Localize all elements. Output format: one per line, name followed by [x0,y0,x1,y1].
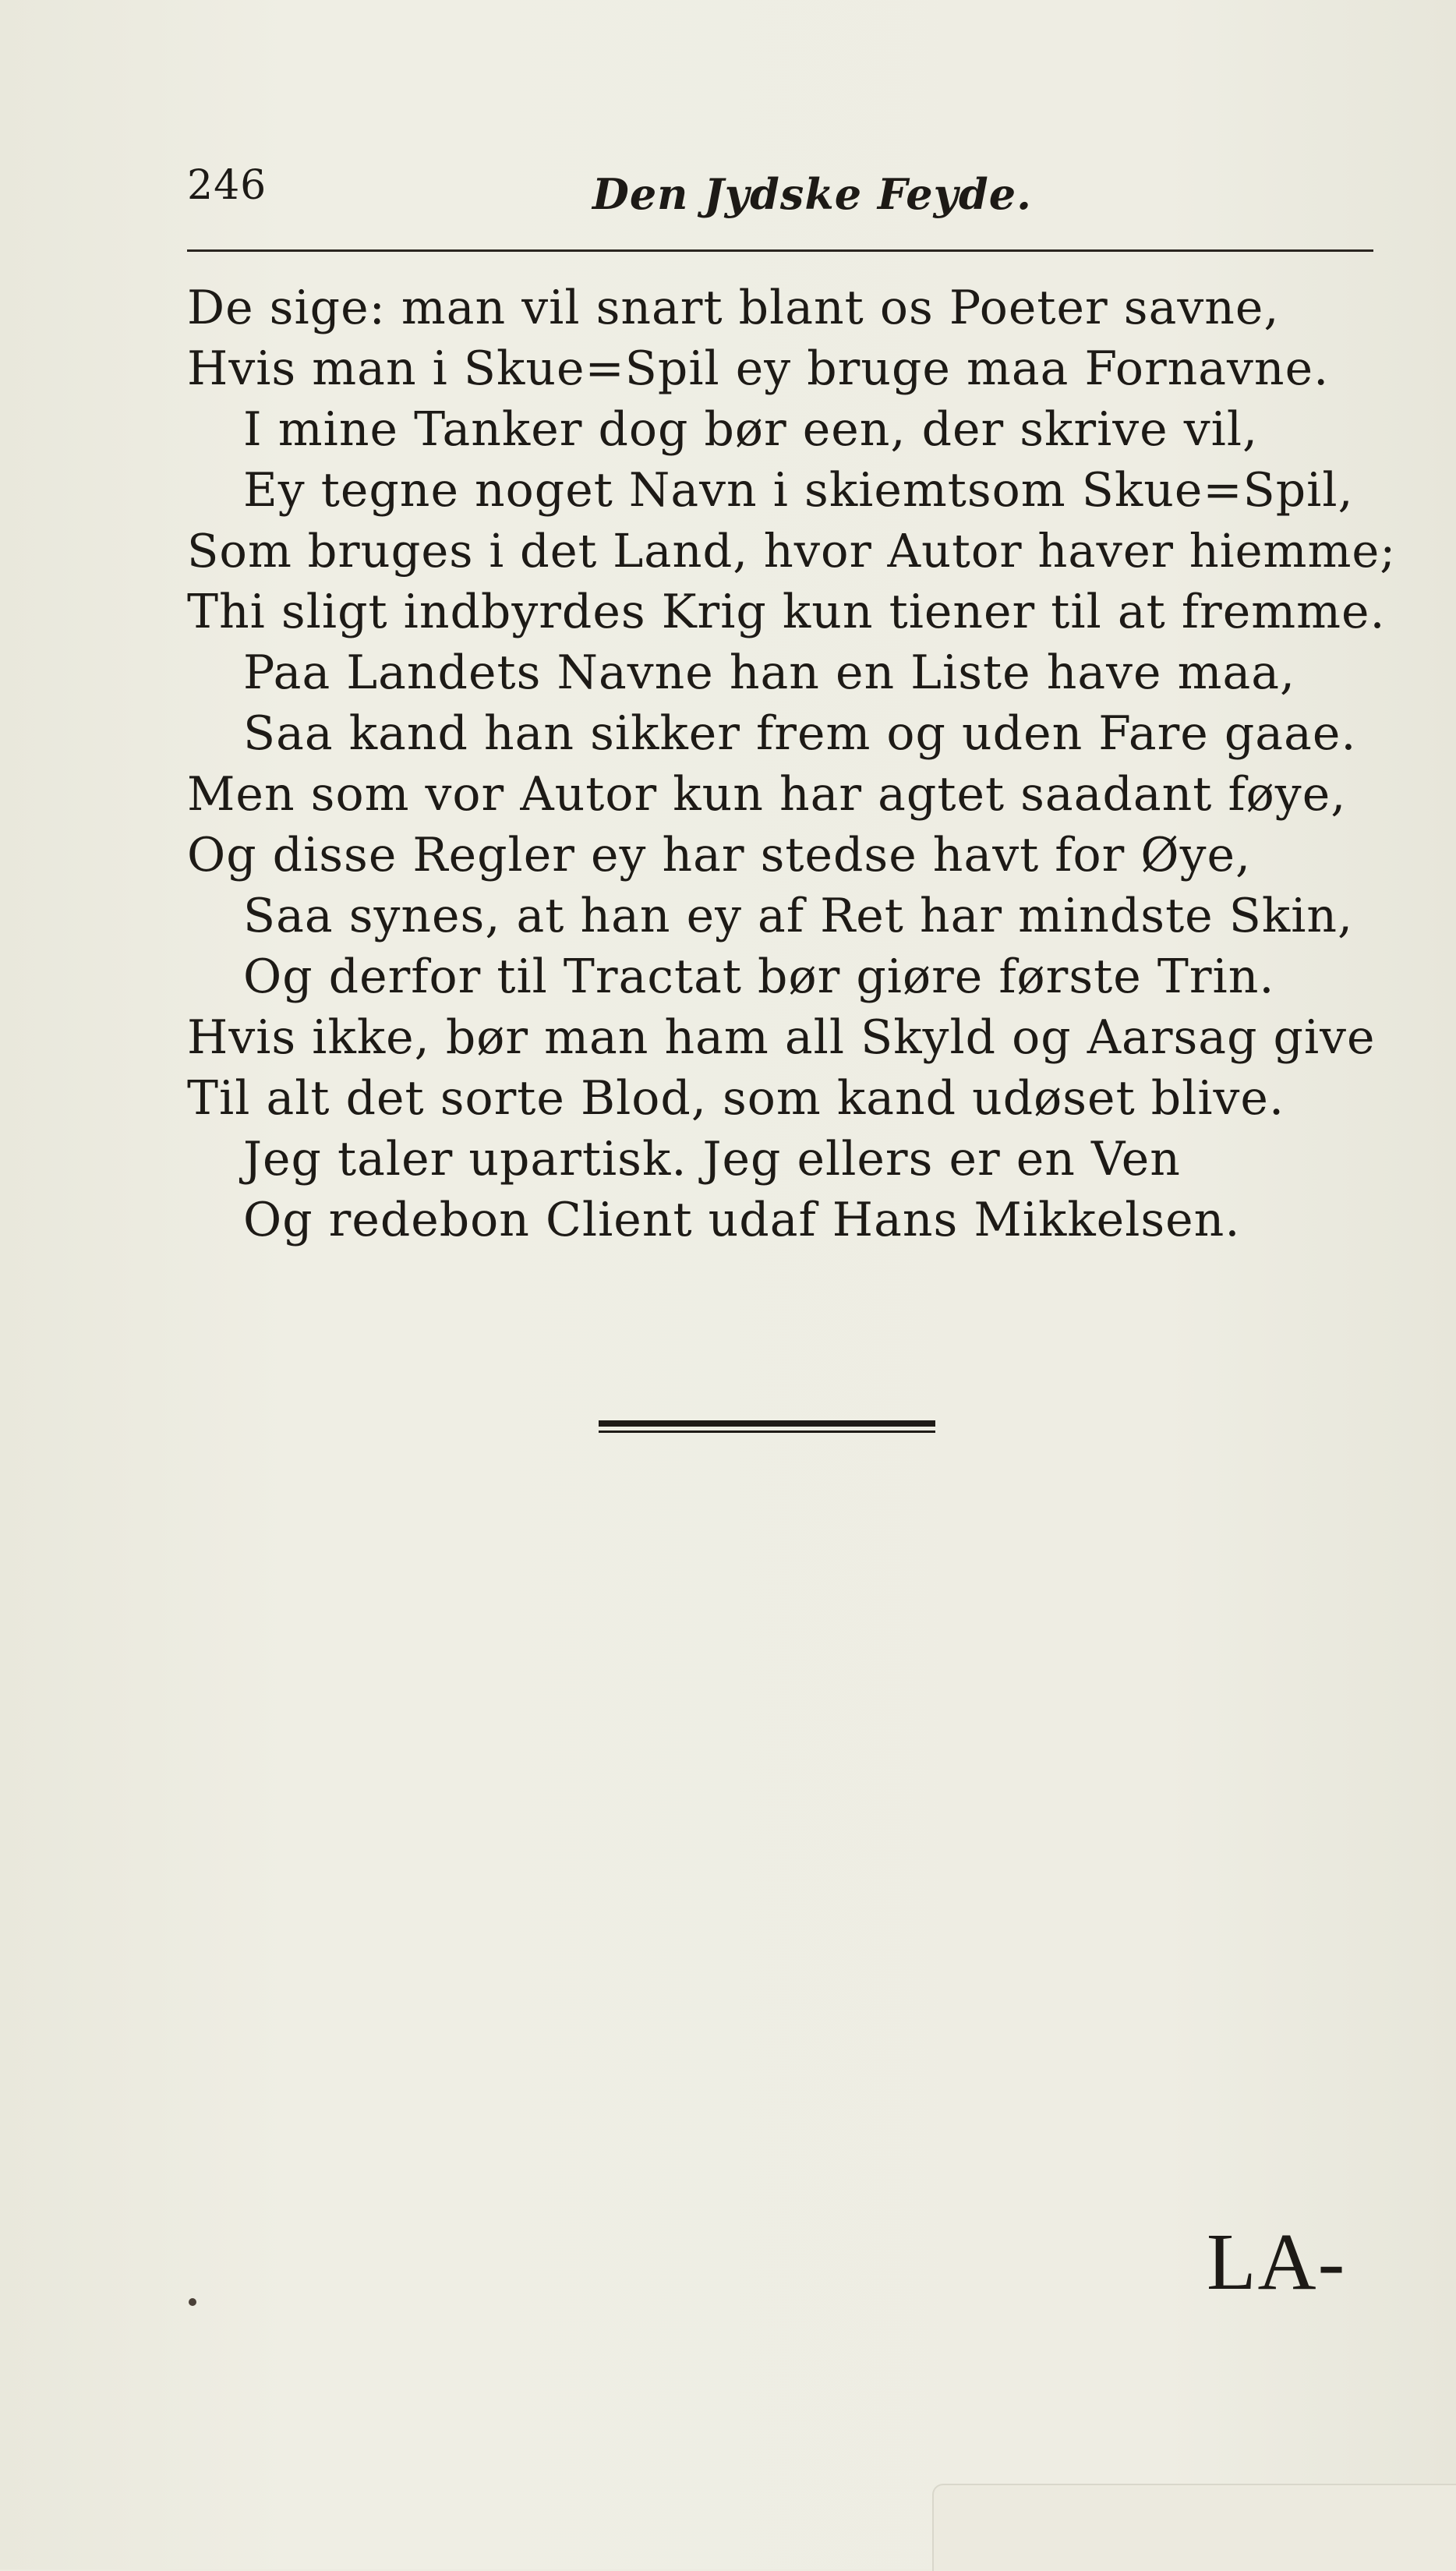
poem-line: Og derfor til Tractat bør giøre første Trin. [243,950,1275,1004]
poem-line: Saa kand han sikker frem og uden Fare gaae. [243,706,1357,761]
poem-line: De sige: man vil snart blant os Poeter savne, [187,281,1280,335]
poem-line: I mine Tanker dog bør een, der skrive vil, [243,402,1259,457]
poem-line: Til alt det sorte Blod, som kand udøset blive. [187,1071,1285,1126]
catchword: LA- [1207,2217,1347,2307]
next-page-edge [932,2484,1456,2571]
poem-line: Saa synes, at han ey af Ret har mindste Skin, [243,889,1354,943]
poem-line: Jeg taler upartisk. Jeg ellers er en Ven [243,1132,1181,1186]
poem-line: Som bruges i det Land, hvor Autor haver hiemme; [187,524,1397,578]
end-rule [599,1420,935,1427]
end-rule-underline [599,1430,935,1433]
poem-line: Hvis ikke, bør man ham all Skyld og Aarsag give [187,1010,1376,1065]
poem-line: Paa Landets Navne han en Liste have maa, [243,645,1296,700]
poem-line: Men som vor Autor kun har agtet saadant føye, [187,767,1347,822]
header-rule [187,249,1373,252]
poem-line: Hvis man i Skue=Spil ey bruge maa Fornavne. [187,341,1330,396]
poem-line: Og redebon Client udaf Hans Mikkelsen. [243,1193,1241,1247]
paper-speck [189,2298,196,2306]
poem-line: Ey tegne noget Navn i skiemtsom Skue=Spil, [243,463,1354,518]
page-number: 246 [187,162,267,209]
poem-line: Thi sligt indbyrdes Krig kun tiener til at fremme. [187,585,1386,639]
running-title: Den Jydske Feyde. [592,169,1032,219]
poem-line: Og disse Regler ey har stedse havt for Øye, [187,828,1252,882]
